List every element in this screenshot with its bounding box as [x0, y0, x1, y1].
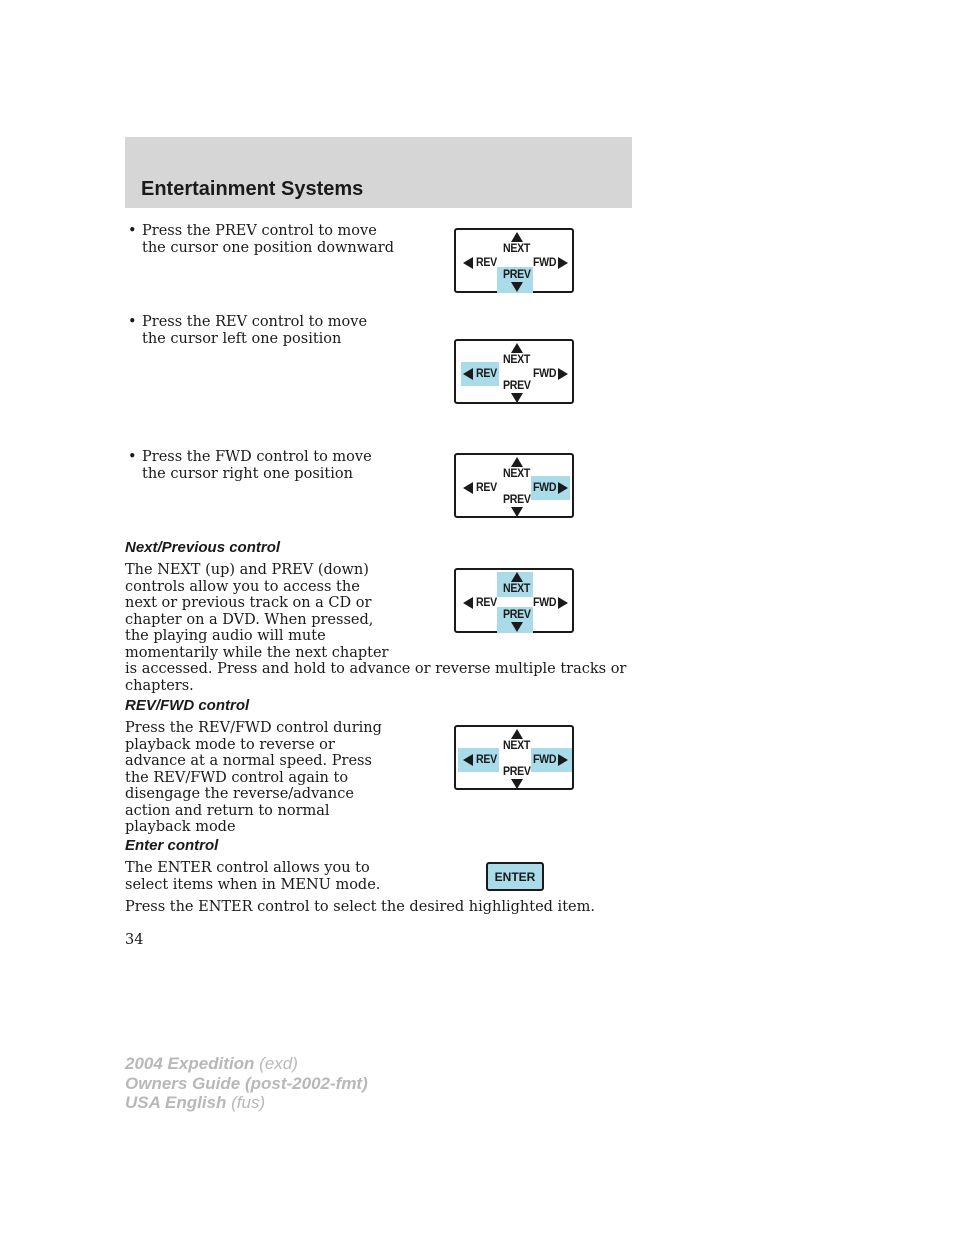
enter-line: The ENTER control allows you to	[125, 860, 370, 876]
bullet-fwd-line-2: the cursor right one position	[142, 465, 353, 482]
label-rev: REV	[476, 482, 497, 494]
down-arrow-icon	[511, 282, 523, 292]
rev-fwd-line: action and return to normal	[125, 802, 330, 819]
label-next: NEXT	[503, 583, 531, 595]
bullet-fwd-line-1: Press the FWD control to move	[142, 449, 372, 465]
right-arrow-icon	[558, 368, 568, 380]
rev-fwd-body	[125, 720, 382, 836]
enter-button-illustration: ENTER	[486, 862, 544, 891]
next-prev-line: the playing audio will mute	[125, 628, 326, 644]
bullet-marker: •	[128, 314, 137, 330]
rev-fwd-line: playback mode to reverse or	[125, 736, 335, 753]
footer-model-code: (exd)	[259, 1054, 298, 1073]
bullet-prev-line-1: Press the PREV control to move	[142, 223, 377, 239]
rev-fwd-line: disengage the reverse/advance	[125, 786, 354, 802]
up-arrow-icon	[511, 232, 523, 242]
left-arrow-icon	[463, 597, 473, 609]
down-arrow-icon	[511, 507, 523, 517]
footer-language-code: (fus)	[231, 1093, 266, 1112]
label-prev: PREV	[503, 494, 531, 506]
down-arrow-icon	[511, 622, 523, 632]
next-prev-line: The NEXT (up) and PREV (down)	[125, 562, 369, 578]
footer-line-1	[125, 1054, 368, 1074]
up-arrow-icon	[511, 343, 523, 353]
footer-line-2: Owners Guide (post-2002-fmt)	[125, 1073, 368, 1093]
label-next: NEXT	[503, 243, 531, 255]
right-arrow-icon	[558, 482, 568, 494]
up-arrow-icon	[511, 572, 523, 582]
footer-language: USA English	[125, 1093, 227, 1112]
next-prev-line: chapter on a DVD. When pressed,	[125, 611, 374, 628]
label-rev: REV	[476, 597, 497, 609]
next-prev-line: next or previous track on a CD or	[125, 595, 372, 611]
left-arrow-icon	[463, 368, 473, 380]
right-arrow-icon	[558, 257, 568, 269]
right-arrow-icon	[558, 597, 568, 609]
label-fwd: FWD	[533, 257, 557, 269]
dpad-rev-highlight	[454, 339, 574, 404]
label-prev: PREV	[503, 380, 531, 392]
dpad-fwd-highlight	[454, 453, 574, 518]
rev-fwd-line: playback mode	[125, 819, 236, 835]
label-next: NEXT	[503, 740, 531, 752]
next-prev-line: momentarily while the next chapter	[125, 644, 389, 661]
label-fwd: FWD	[533, 368, 557, 380]
heading-rev-fwd: REV/FWD control	[125, 697, 250, 714]
next-prev-line: is accessed. Press and hold to advance or reverse multiple tracks or	[125, 661, 627, 677]
down-arrow-icon	[511, 393, 523, 403]
rev-fwd-line: Press the REV/FWD control during	[125, 720, 382, 736]
up-arrow-icon	[511, 729, 523, 739]
left-arrow-icon	[463, 754, 473, 766]
enter-line: Press the ENTER control to select the desired highlighted item.	[125, 899, 595, 915]
bullet-rev-line-2: the cursor left one position	[142, 330, 342, 347]
bullet-marker: •	[128, 223, 137, 239]
up-arrow-icon	[511, 457, 523, 467]
next-prev-line: chapters.	[125, 677, 194, 694]
page-number: 34	[125, 932, 144, 948]
dpad-next-prev-highlight	[454, 568, 574, 633]
label-prev: PREV	[503, 766, 531, 778]
section-title: Entertainment Systems	[141, 178, 364, 200]
bullet-rev-line-1: Press the REV control to move	[142, 314, 368, 330]
bullet-prev-text	[142, 223, 394, 256]
heading-next-prev: Next/Previous control	[125, 539, 281, 556]
label-rev: REV	[476, 368, 497, 380]
dpad-prev-highlight	[454, 228, 574, 293]
down-arrow-icon	[511, 779, 523, 789]
dpad-rev-fwd-highlight	[454, 725, 574, 790]
label-rev: REV	[476, 754, 497, 766]
footer-model: 2004 Expedition	[125, 1054, 255, 1073]
heading-enter: Enter control	[125, 837, 219, 854]
label-fwd: FWD	[533, 754, 557, 766]
left-arrow-icon	[463, 482, 473, 494]
label-next: NEXT	[503, 468, 531, 480]
label-fwd: FWD	[533, 482, 557, 494]
label-prev: PREV	[503, 269, 531, 281]
next-prev-line: controls allow you to access the	[125, 578, 360, 595]
label-fwd: FWD	[533, 597, 557, 609]
footer-line-3	[125, 1093, 368, 1113]
bullet-rev-text	[142, 314, 367, 347]
right-arrow-icon	[558, 754, 568, 766]
rev-fwd-line: the REV/FWD control again to	[125, 769, 349, 786]
document-footer	[125, 1054, 368, 1113]
label-next: NEXT	[503, 354, 531, 366]
label-prev: PREV	[503, 609, 531, 621]
bullet-marker: •	[128, 449, 137, 465]
enter-line: select items when in MENU mode.	[125, 876, 381, 893]
label-rev: REV	[476, 257, 497, 269]
bullet-fwd-text	[142, 449, 372, 482]
bullet-prev-line-2: the cursor one position downward	[142, 239, 394, 256]
rev-fwd-line: advance at a normal speed. Press	[125, 753, 372, 769]
left-arrow-icon	[463, 257, 473, 269]
